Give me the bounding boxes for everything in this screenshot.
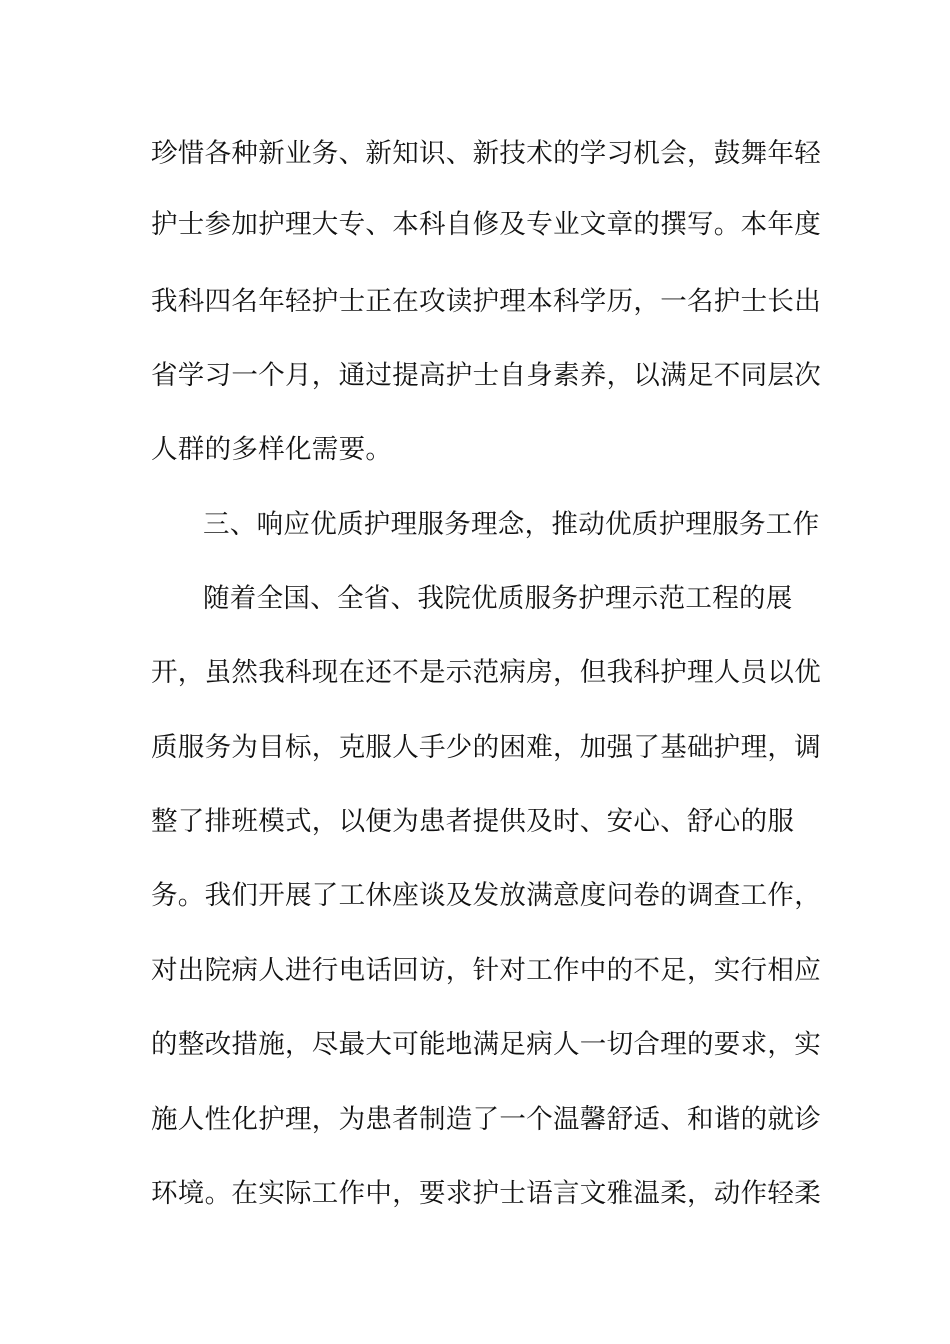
body-text-line: 务。我们开展了工休座谈及发放满意度问卷的调查工作， — [151, 880, 821, 911]
body-text-line: 人群的多样化需要。 — [151, 434, 393, 465]
body-text-line: 珍惜各种新业务、新知识、新技术的学习机会，鼓舞年轻 — [151, 138, 821, 169]
body-text-line: 我科四名年轻护士正在攻读护理本科学历，一名护士长出 — [151, 286, 821, 317]
body-text-line: 环境。在实际工作中，要求护士语言文雅温柔，动作轻柔 — [151, 1178, 821, 1209]
body-text-line: 对出院病人进行电话回访，针对工作中的不足，实行相应 — [151, 955, 821, 986]
body-text-line: 护士参加护理大专、本科自修及专业文章的撰写。本年度 — [151, 209, 821, 240]
body-text-line: 整了排班模式，以便为患者提供及时、安心、舒心的服 — [151, 806, 795, 837]
body-text-line: 施人性化护理，为患者制造了一个温馨舒适、和谐的就诊 — [151, 1104, 821, 1135]
paragraph-first-line: 随着全国、全省、我院优质服务护理示范工程的展 — [203, 583, 793, 614]
body-text-line: 开，虽然我科现在还不是示范病房，但我科护理人员以优 — [151, 657, 821, 688]
body-text-line: 质服务为目标，克服人手少的困难，加强了基础护理，调 — [151, 732, 821, 763]
body-text-line: 省学习一个月，通过提高护士自身素养，以满足不同层次 — [151, 360, 821, 391]
body-text-line: 的整改措施，尽最大可能地满足病人一切合理的要求，实 — [151, 1029, 821, 1060]
section-heading: 三、响应优质护理服务理念，推动优质护理服务工作 — [203, 509, 820, 540]
